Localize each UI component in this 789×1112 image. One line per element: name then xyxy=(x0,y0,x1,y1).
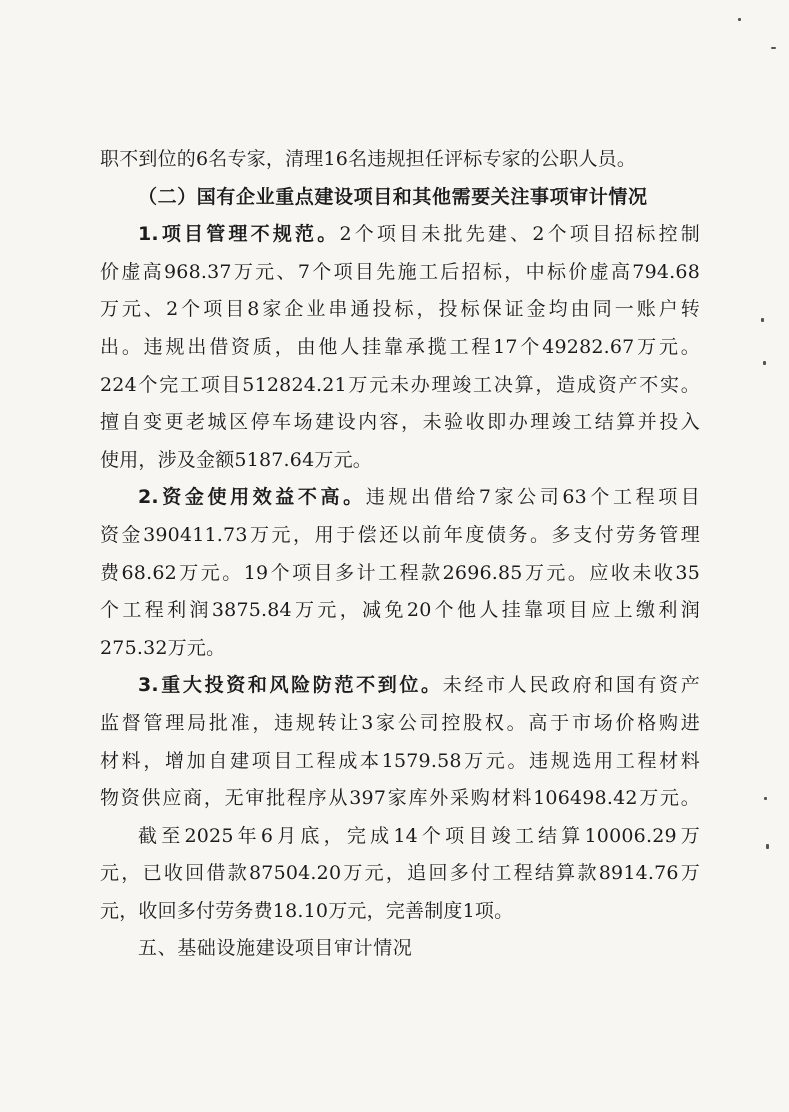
paragraph-2-text: 违规出借给7家公司63个工程项目 xyxy=(365,486,701,509)
paragraph-1-line: 出。违规出借资质，由他人挂靠承揽工程17个49282.67万元。 xyxy=(100,335,700,358)
paragraph-3-lead: 3.重大投资和风险防范不到位。 xyxy=(138,674,443,697)
paragraph-3-line: 物资供应商，无审批程序从397家库外采购材料106498.42万元。 xyxy=(100,787,700,810)
paragraph-1-line xyxy=(100,216,700,254)
paragraph-4-line: 元，已收回借款87504.20万元，追回多付工程结算款8914.76万 xyxy=(100,862,700,885)
paragraph-1-lead: 1.项目管理不规范。 xyxy=(138,223,340,246)
paragraph-1-line: 使用，涉及金额5187.64万元。 xyxy=(100,448,372,471)
paragraph-2-line: 275.32万元。 xyxy=(100,636,226,659)
paragraph-1-line: 224个完工项目512824.21万元未办理竣工决算，造成资产不实。 xyxy=(100,373,700,396)
scan-speck xyxy=(738,18,741,21)
paragraph-3-text: 未经市人民政府和国有资产 xyxy=(442,674,700,697)
paragraph-2-lead: 2.资金使用效益不高。 xyxy=(138,486,366,509)
paragraph-4-line: 截至2025年6月底，完成14个项目竣工结算10006.29万 xyxy=(138,824,700,847)
scan-speck xyxy=(766,844,769,849)
scan-speck xyxy=(764,797,767,800)
section-heading: 五、基础设施建设项目审计情况 xyxy=(138,937,413,960)
scan-speck xyxy=(761,318,764,322)
paragraph-2-line: 费68.62万元。19个项目多计工程款2696.85万元。应收未收35 xyxy=(100,561,700,584)
paragraph-3-line xyxy=(100,667,700,705)
paragraph-3-line: 材料，增加自建项目工程成本1579.58万元。违规选用工程材料 xyxy=(100,749,700,772)
paragraph-2-line: 个工程利润3875.84万元，减免20个他人挂靠项目应上缴利润 xyxy=(100,599,700,622)
paragraph-2-line: 资金390411.73万元，用于偿还以前年度债务。多支付劳务管理 xyxy=(100,523,700,546)
paragraph-3-line: 监督管理局批准，违规转让3家公司控股权。高于市场价格购进 xyxy=(100,711,700,734)
paragraph-2-line xyxy=(100,479,700,517)
scan-speck xyxy=(771,47,776,49)
paragraph-4-line: 元，收回多付劳务费18.10万元，完善制度1项。 xyxy=(100,899,514,922)
paragraph-1-line: 擅自变更老城区停车场建设内容，未验收即办理竣工结算并投入 xyxy=(100,411,700,434)
paragraph-1-text: 2个项目未批先建、2个项目招标控制 xyxy=(339,223,700,246)
section-subheading: （二）国有企业重点建设项目和其他需要关注事项审计情况 xyxy=(138,185,648,208)
scan-speck xyxy=(763,361,766,365)
paragraph-1-line: 价虚高968.37万元、7个项目先施工后招标，中标价虚高794.68 xyxy=(100,260,700,283)
document-body xyxy=(100,141,700,968)
body-line: 职不到位的6名专家，清理16名违规担任评标专家的公职人员。 xyxy=(100,148,637,170)
paragraph-1-line: 万元、2个项目8家企业串通投标，投标保证金均由同一账户转 xyxy=(100,298,700,321)
